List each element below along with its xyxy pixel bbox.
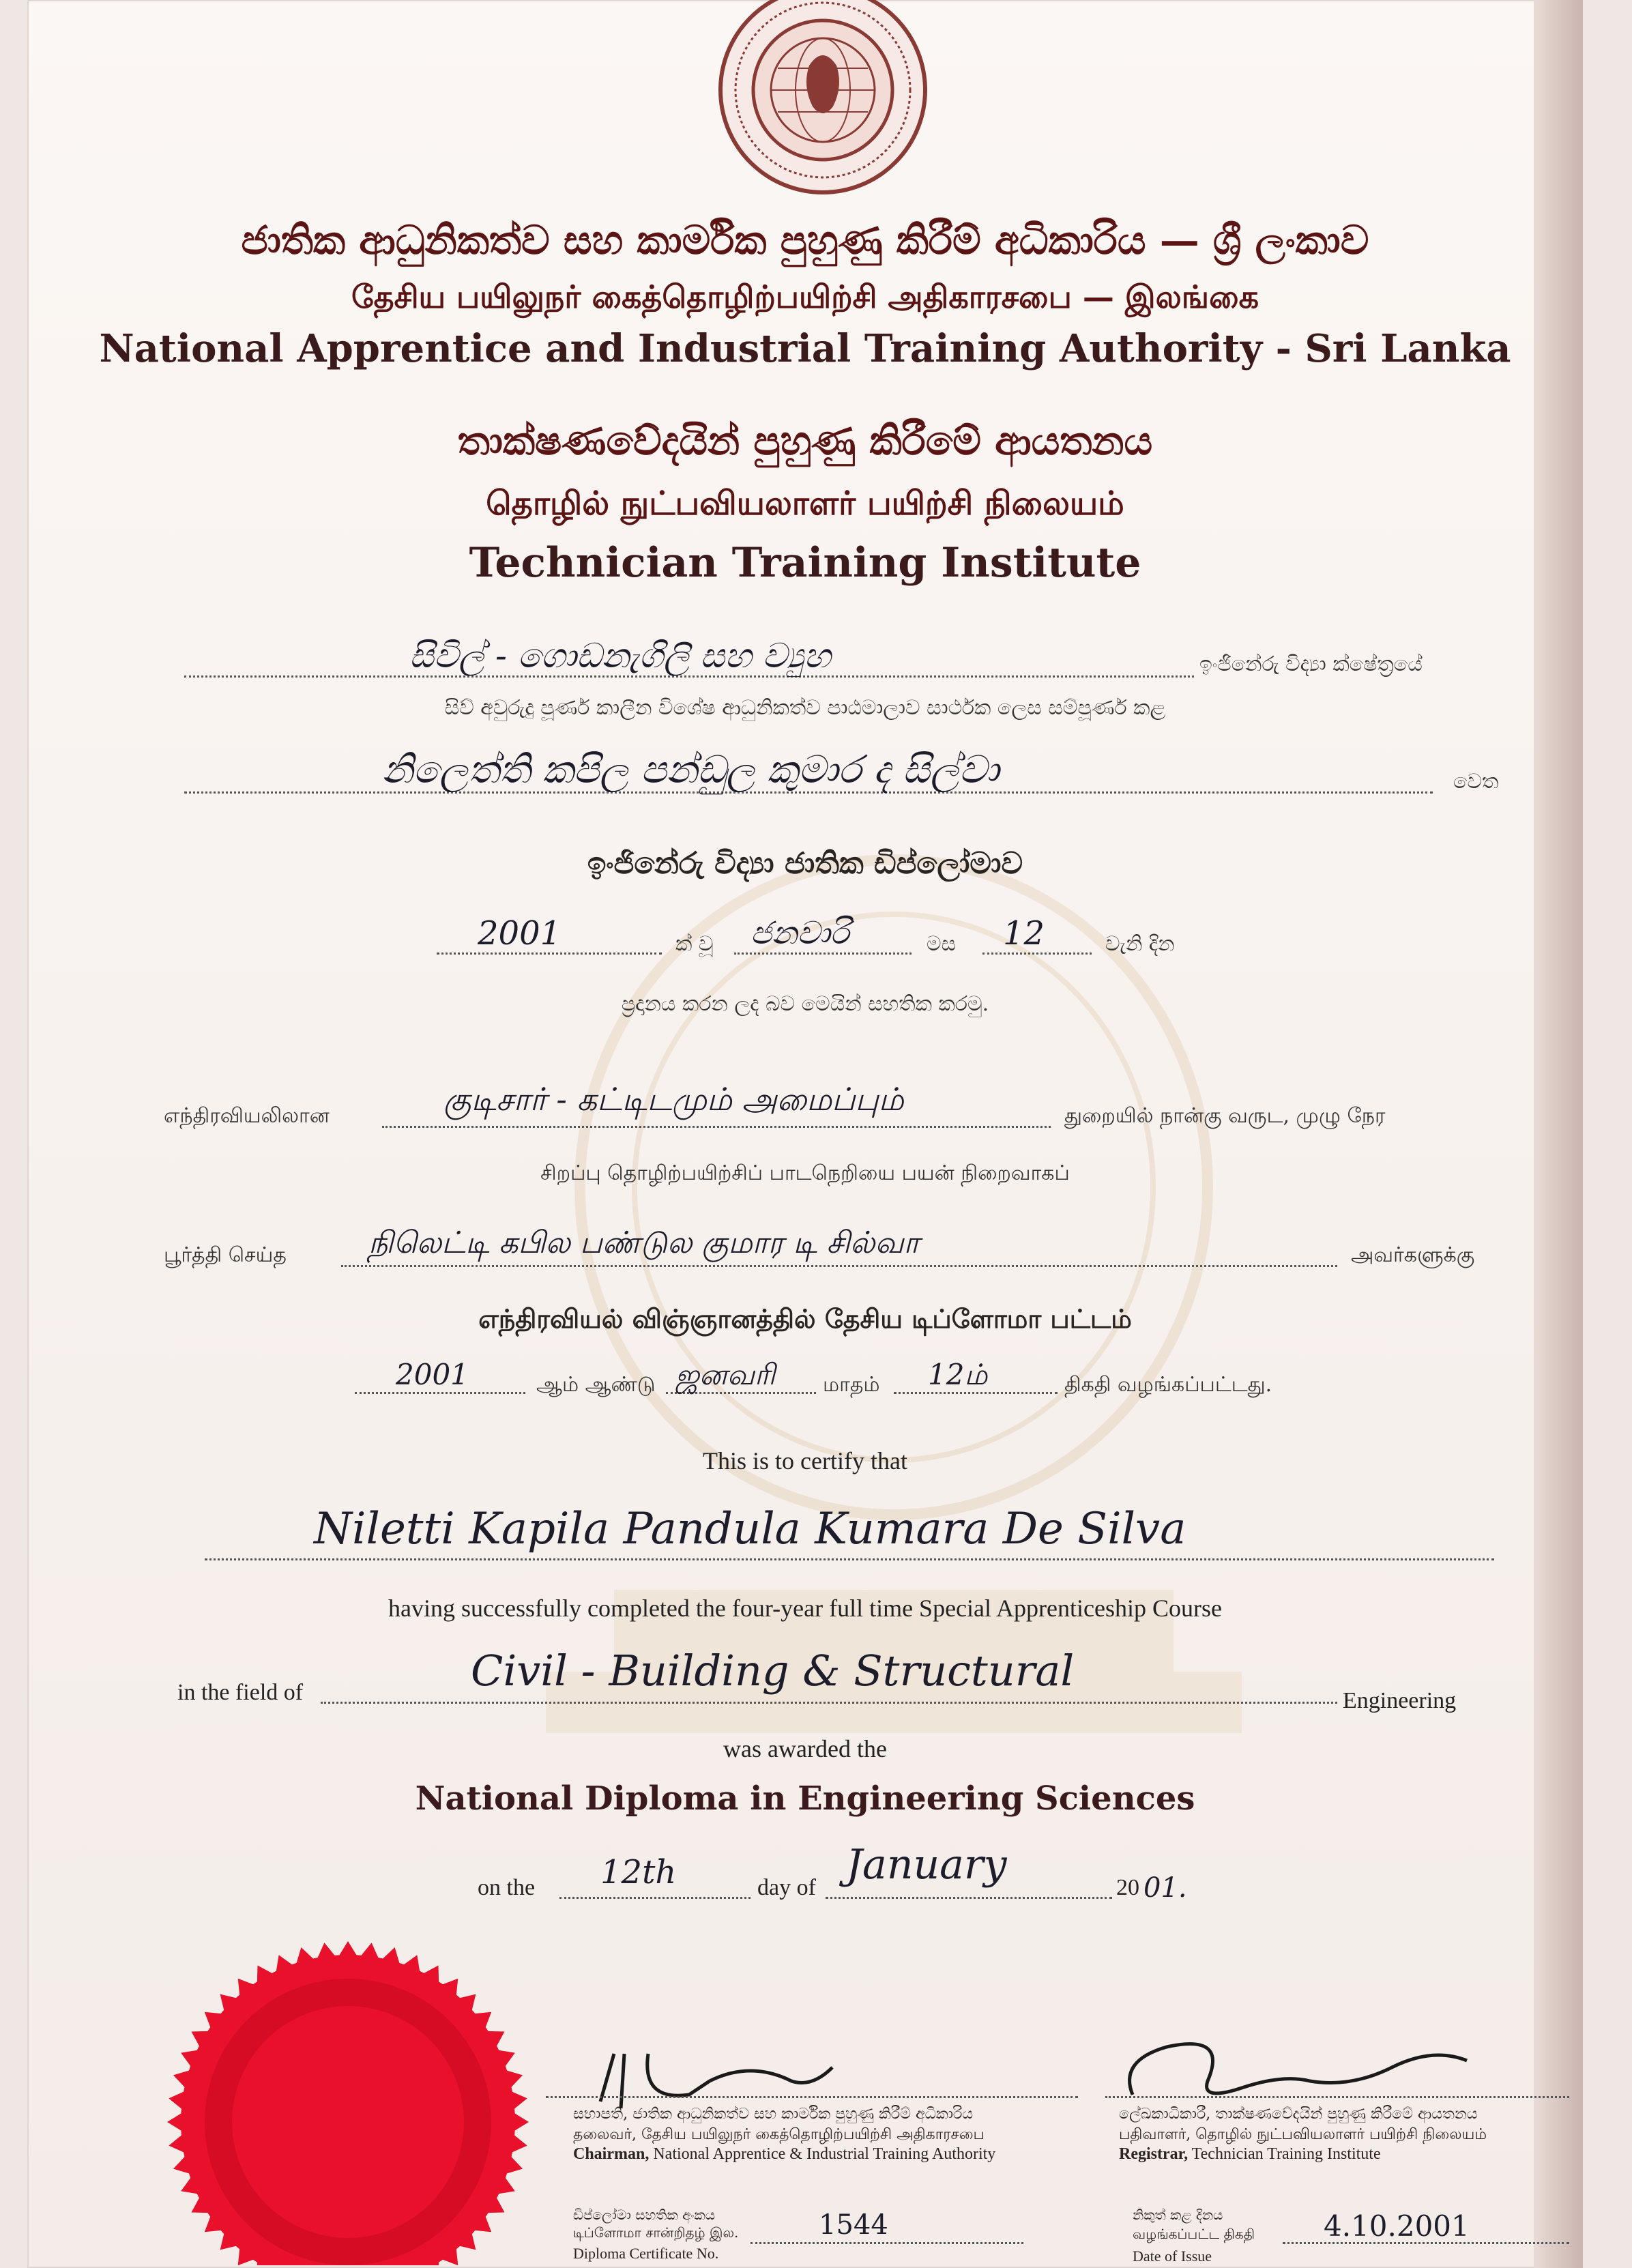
- registrar-title-tamil: பதிவாளர், தொழில் நுட்பவியலாளர் பயிற்சி நிலையம்: [1119, 2126, 1487, 2143]
- tamil-prefix: எந்திரவியலிலான: [164, 1104, 330, 1128]
- tamil-year-suffix: ஆம் ஆண்டு: [536, 1373, 656, 1397]
- sinhala-year-value: 2001: [478, 914, 562, 953]
- cert-no-label-tamil: டிப்ளோமா சான்றிதழ் இல.: [573, 2224, 739, 2241]
- english-day-value: 12th: [600, 1853, 677, 1891]
- chairman-label: Chairman,: [573, 2145, 650, 2163]
- institute-title-tamil: தொழில் நுட்பவியலாளர் பயிற்சி நிலையம்: [486, 484, 1124, 523]
- english-year-value: 01.: [1143, 1872, 1187, 1904]
- tamil-course-line: சிறப்பு தொழிற்பயிற்சிப் பாடநெறியை பயன் நிறைவாகப்: [540, 1161, 1070, 1185]
- chairman-title-tamil: தலைவர், தேசிய பயிலுநர் கைத்தொழிற்பயிற்சி அதிகாரசபை: [573, 2126, 985, 2143]
- tamil-diploma-title: எந்திரவியல் விஞ்ஞானத்தில் தேசிய டிப்ளோமா பட்டம்: [478, 1303, 1132, 1334]
- sinhala-name-suffix: වෙත: [1453, 770, 1499, 794]
- sinhala-month-suffix: මස: [927, 932, 957, 956]
- institute-title-sinhala: තාක්ෂණවේදයින් පුහුණු කිරීමේ ආයතනය: [457, 418, 1153, 464]
- english-field-suffix: Engineering: [1343, 1688, 1457, 1713]
- authority-title-sinhala: ජාතික ආධුනිකත්ව සහ කාර්මික පුහුණු කිරීම් අධිකාරිය — ශ්‍රී ලංකාව: [241, 217, 1369, 263]
- issue-date-value: 4.10.2001: [1324, 2209, 1470, 2243]
- english-diploma-title: National Diploma in Engineering Sciences: [415, 1779, 1195, 1818]
- english-day-of: day of: [757, 1875, 816, 1900]
- sinhala-year-suffix: ක් වූ: [675, 932, 714, 956]
- tamil-field-value: குடிசார் - கட்டிடமும் அமைப்பும்: [443, 1081, 904, 1118]
- registrar-title-sinhala: ලේඛකාධිකාරී, තාක්ෂණවේදයින් පුහුණු කිරීමේ ආයතනය: [1119, 2106, 1478, 2123]
- registrar-signature: [1105, 2020, 1487, 2115]
- chairman-title-sinhala: සභාපති, ජාතික ආධුනිකත්ව සහ කාර්මික පුහුණු කිරීම් අධිකාරිය: [573, 2106, 974, 2123]
- authority-title-tamil: தேசிய பயிலுநர் கைத்தொழிற்பயிற்சி அதிகாரசபை — இலங்கை: [351, 278, 1259, 315]
- tamil-day-suffix: திகதி வழங்கப்பட்டது.: [1064, 1373, 1272, 1397]
- registrar-title-english: Technician Training Institute: [1191, 2145, 1381, 2163]
- certificate-paper: [27, 0, 1583, 2268]
- issue-date-label-tamil: வழங்கப்பட்ட திகதி: [1133, 2226, 1255, 2242]
- sinhala-diploma-title: ඉංජිනේරු විද්‍යා ජාතික ඩිප්ලෝමාව: [587, 846, 1023, 881]
- sinhala-month-value: ජනවාරි: [751, 914, 849, 951]
- sinhala-course-line: සිව් අවුරුදු පූර්ණ කාලීන විශේෂ ආධුනිකත්ව පාඨමාලාව සාර්ථක ලෙස සම්පූර්ණ කළ: [444, 696, 1166, 720]
- english-month-value: January: [846, 1841, 1007, 1889]
- institute-title-english: Technician Training Institute: [469, 539, 1141, 587]
- sinhala-field-suffix: ඉංජිනේරු විද්‍යා ක්ෂේත්‍රයේ: [1199, 652, 1423, 676]
- tamil-name-value: நிலெட்டி கபில பண்டுல குமார டி சில்வா: [368, 1225, 920, 1260]
- english-certify: This is to certify that: [703, 1447, 907, 1474]
- tamil-year-value: 2001: [396, 1358, 469, 1391]
- sinhala-day-suffix: වැනි දින: [1105, 932, 1175, 956]
- red-wax-seal: [116, 1917, 580, 2265]
- authority-emblem: [707, 0, 939, 205]
- english-field-prefix: in the field of: [177, 1680, 304, 1705]
- tamil-name-suffix: அவர்களுக்கு: [1351, 1243, 1475, 1267]
- registrar-label: Registrar,: [1119, 2145, 1189, 2163]
- chairman-title-english: National Apprentice & Industrial Training Authority: [653, 2145, 996, 2163]
- cert-no-value: 1544: [819, 2209, 888, 2241]
- cert-no-label-english: Diploma Certificate No.: [573, 2245, 719, 2262]
- sinhala-day-value: 12: [1003, 914, 1045, 953]
- english-name-value: Niletti Kapila Pandula Kumara De Silva: [314, 1504, 1186, 1554]
- english-on-the: on the: [478, 1875, 536, 1900]
- english-awarded: was awarded the: [723, 1735, 887, 1762]
- tamil-field-suffix: துறையில் நான்கு வருட, முழு நேர: [1064, 1104, 1386, 1128]
- tamil-month-suffix: மாதம்: [823, 1373, 880, 1397]
- cert-no-label-sinhala: ඩිප්ලෝමා සහතික අංකය: [573, 2207, 716, 2223]
- authority-title-english: National Apprentice and Industrial Training Authority - Sri Lanka: [99, 326, 1511, 371]
- sinhala-name-value: නිලෙත්ති කපිල පන්ඩුල කුමාර ද සිල්වා: [382, 748, 1000, 792]
- english-course-line: having successfully completed the four-year full time Special Apprenticeship Course: [388, 1595, 1222, 1622]
- tamil-name-prefix: பூர்த்தி செய்த: [164, 1243, 287, 1267]
- tamil-day-value: 12ம்: [928, 1358, 988, 1391]
- issue-date-label-sinhala: නිකුත් කළ දිනය: [1133, 2207, 1223, 2223]
- issue-date-label-english: Date of Issue: [1133, 2248, 1212, 2265]
- english-field-value: Civil - Building & Structural: [471, 1646, 1075, 1696]
- tamil-month-value: ஜனவரி: [675, 1358, 776, 1391]
- sinhala-closing: ප්‍රදානය කරන ලද බව මෙයින් සහතික කරමු.: [621, 992, 989, 1016]
- english-year-prefix: 20: [1116, 1875, 1139, 1900]
- sinhala-field-value: සිවිල් - ගොඩනැගිලි සහ ව්‍යුහ: [409, 636, 831, 675]
